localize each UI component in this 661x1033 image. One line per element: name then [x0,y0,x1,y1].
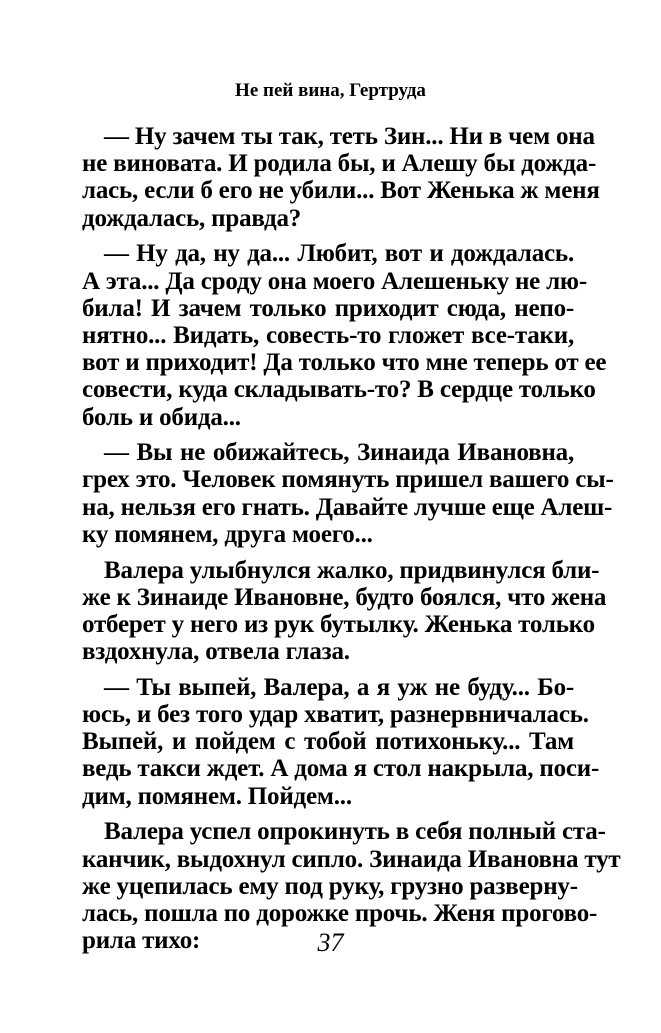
text-line: совести, куда складывать-то? В сердце только [82,376,596,404]
text-line: отберет у него из рук бутылку. Женька только [82,610,595,638]
paragraph [82,439,614,548]
text-line: вздохнула, отвела глаза. [82,638,350,666]
text-line: ку помянем, друга моего... [82,520,373,548]
text-line: лась, пошла по дорожке прочь. Женя прогово- [82,899,598,927]
paragraph [82,673,600,810]
running-head: Не пей вина, Гертруда [235,80,426,101]
text-line: нятно... Видать, совесть-то гложет все-таки, [82,321,574,349]
text-line: била! И зачем только приходит сюда, непо- [82,294,574,322]
text-line: канчик, выдохнул сипло. Зинаида Ивановна тут [82,845,621,873]
text-line: ведь такси ждет. А дома я стол накрыла, поси- [82,755,600,783]
text-line: — Ну зачем ты так, теть Зин... Ни в чем она [104,123,595,150]
text-line: дим, помянем. Пойдем... [82,782,352,810]
text-line: — Ну да, ну да... Любит, вот и дождалась. [104,240,574,268]
text-line: грех это. Человек помянуть пришел вашего сы- [82,466,614,494]
text-line: же уцепилась ему под руку, грузно разверну- [82,872,578,900]
text-line: же к Зинаиде Ивановне, будто боялся, что жена [82,583,607,611]
text-line: Выпей, и пойдем с тобой потихоньку... Там [82,728,574,756]
text-line: юсь, и без того удар хватит, разнервничалась. [82,701,589,729]
text-line: А эта... Да сроду она моего Алешеньку не лю- [82,267,587,295]
paragraph [82,123,600,232]
text-line: — Ты выпей, Валера, а я уж не буду... Бо- [104,673,574,701]
text-line: боль и обида... [82,403,241,431]
text-line: на, нельзя его гнать. Давайте лучше еще Алеш- [82,493,613,521]
paragraph [82,556,607,666]
text-line: не виновата. И родила бы, и Алешу бы дожда- [82,150,597,178]
paragraph [82,240,607,431]
text-line: лась, если б его не убили... Вот Женька ж меня [82,177,600,205]
text-line: Валера успел опрокинуть в себя полный ста- [104,818,606,846]
body-text [82,123,621,963]
page-number: 37 [317,928,344,957]
text-line: Валера улыбнулся жалко, придвинулся бли- [104,556,600,584]
text-line: рила тихо: [82,927,201,955]
text-line: вот и приходит! Да только что мне теперь от ее [82,349,607,377]
text-line: — Вы не обижайтесь, Зинаида Ивановна, [104,439,574,467]
text-line: дождалась, правда? [82,204,302,232]
